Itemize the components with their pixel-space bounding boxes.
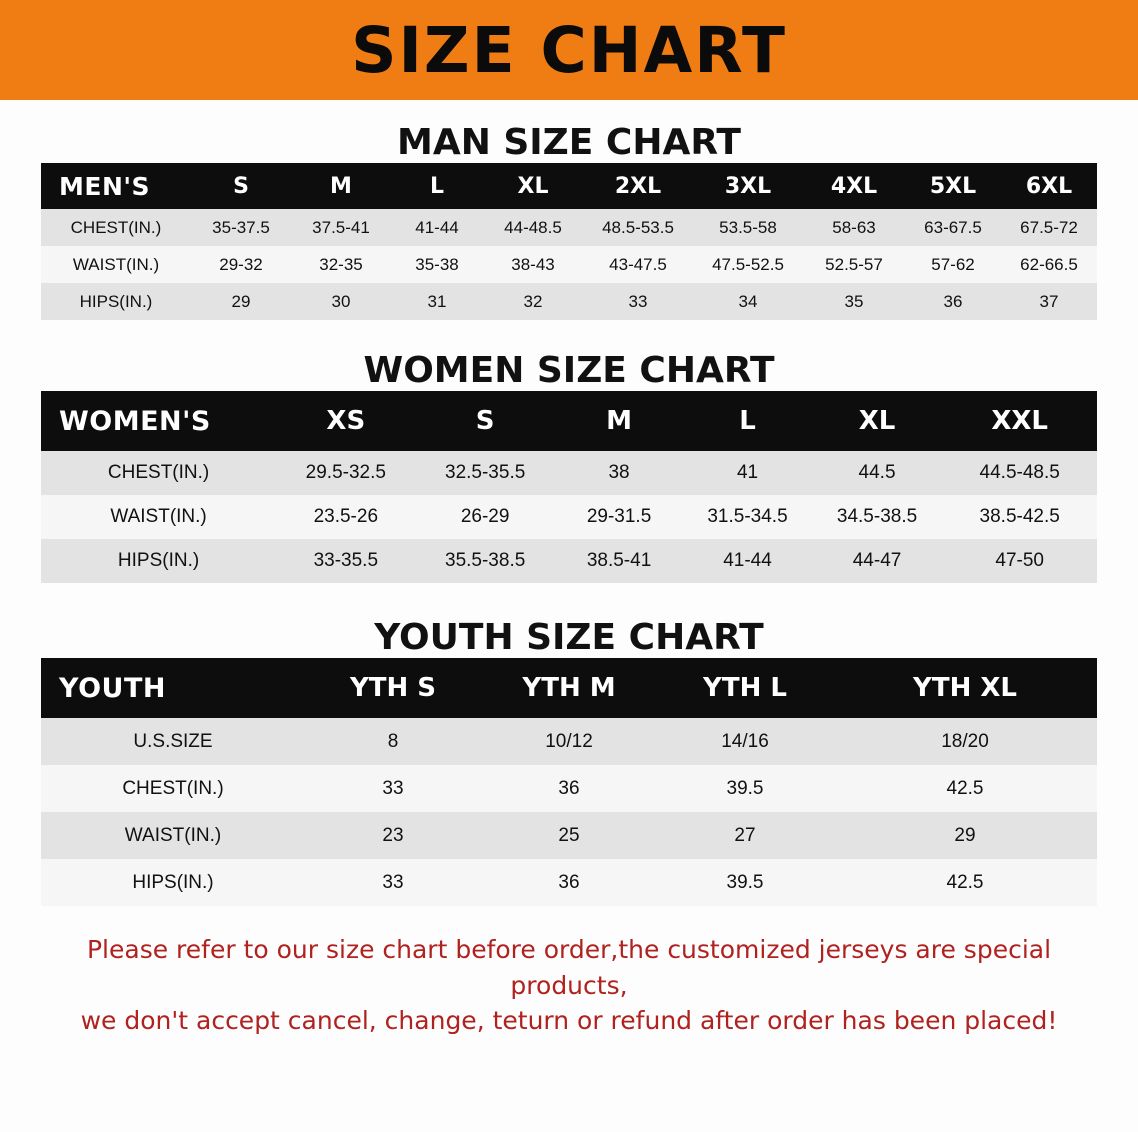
youth-ussize-m: 10/12	[481, 718, 657, 765]
youth-table-header-row	[41, 658, 1097, 718]
man-chest-3xl: 53.5-58	[693, 209, 803, 246]
women-chest-s: 32.5-35.5	[415, 451, 554, 495]
women-header-cell-4: L	[683, 391, 811, 451]
youth-ussize-xl: 18/20	[833, 718, 1097, 765]
youth-chest-s: 33	[305, 765, 481, 812]
man-waist-6xl: 62-66.5	[1001, 246, 1097, 283]
youth-ussize-l: 14/16	[657, 718, 833, 765]
women-waist-s: 26-29	[415, 495, 554, 539]
youth-chest-m: 36	[481, 765, 657, 812]
women-table-wrapper	[41, 391, 1097, 583]
man-header-cell-0: MEN'S	[41, 163, 191, 209]
man-waist-l: 35-38	[391, 246, 483, 283]
man-header-cell-8: 5XL	[905, 163, 1001, 209]
table-row	[41, 859, 1097, 906]
man-hips-4xl: 35	[803, 283, 905, 320]
women-size-table	[41, 391, 1097, 583]
policy-note-line-1: Please refer to our size chart before order,the customized jerseys are special products,	[86, 935, 1052, 1000]
man-hips-l: 31	[391, 283, 483, 320]
women-chest-l: 41	[683, 451, 811, 495]
man-hips-m: 30	[291, 283, 391, 320]
youth-waist-s: 23	[305, 812, 481, 859]
man-section-heading: MAN SIZE CHART	[397, 122, 741, 163]
man-waist-2xl: 43-47.5	[583, 246, 693, 283]
women-table-body	[41, 391, 1097, 583]
table-row	[41, 765, 1097, 812]
youth-table-wrapper	[41, 658, 1097, 906]
women-table-header-row	[41, 391, 1097, 451]
man-header-cell-1: S	[191, 163, 291, 209]
man-waist-xl: 38-43	[483, 246, 583, 283]
man-table-header-row	[41, 163, 1097, 209]
table-row	[41, 539, 1097, 583]
youth-header-cell-4: YTH XL	[833, 658, 1097, 718]
youth-section-heading: YOUTH SIZE CHART	[374, 617, 764, 658]
youth-waist-m: 25	[481, 812, 657, 859]
man-chest-s: 35-37.5	[191, 209, 291, 246]
women-header-cell-5: XL	[812, 391, 943, 451]
man-size-table	[41, 163, 1097, 320]
women-chest-xs: 29.5-32.5	[276, 451, 415, 495]
youth-header-cell-0: YOUTH	[41, 658, 305, 718]
man-header-cell-2: M	[291, 163, 391, 209]
table-row	[41, 812, 1097, 859]
man-waist-s: 29-32	[191, 246, 291, 283]
man-chest-xl: 44-48.5	[483, 209, 583, 246]
man-chest-6xl: 67.5-72	[1001, 209, 1097, 246]
man-chest-5xl: 63-67.5	[905, 209, 1001, 246]
man-header-cell-4: XL	[483, 163, 583, 209]
man-chest-l: 41-44	[391, 209, 483, 246]
women-hips-xs: 33-35.5	[276, 539, 415, 583]
table-row	[41, 209, 1097, 246]
man-hips-xl: 32	[483, 283, 583, 320]
policy-note-line-2: we don't accept cancel, change, teturn or refund after order has been placed!	[80, 1006, 1058, 1035]
women-waist-xxl: 38.5-42.5	[942, 495, 1097, 539]
youth-hips-l: 39.5	[657, 859, 833, 906]
table-row	[41, 495, 1097, 539]
youth-ussize-s: 8	[305, 718, 481, 765]
youth-row-label-ussize: U.S.SIZE	[41, 718, 305, 765]
youth-waist-l: 27	[657, 812, 833, 859]
man-waist-3xl: 47.5-52.5	[693, 246, 803, 283]
youth-chest-l: 39.5	[657, 765, 833, 812]
women-header-cell-2: S	[415, 391, 554, 451]
youth-row-label-hips: HIPS(IN.)	[41, 859, 305, 906]
youth-waist-xl: 29	[833, 812, 1097, 859]
man-header-cell-3: L	[391, 163, 483, 209]
man-hips-6xl: 37	[1001, 283, 1097, 320]
women-chest-m: 38	[555, 451, 683, 495]
women-chest-xl: 44.5	[812, 451, 943, 495]
women-hips-m: 38.5-41	[555, 539, 683, 583]
man-chest-4xl: 58-63	[803, 209, 905, 246]
youth-chest-xl: 42.5	[833, 765, 1097, 812]
women-hips-xxl: 47-50	[942, 539, 1097, 583]
youth-row-label-chest: CHEST(IN.)	[41, 765, 305, 812]
youth-header-cell-3: YTH L	[657, 658, 833, 718]
table-row	[41, 246, 1097, 283]
women-chest-xxl: 44.5-48.5	[942, 451, 1097, 495]
women-hips-xl: 44-47	[812, 539, 943, 583]
table-row	[41, 451, 1097, 495]
women-row-label-hips: HIPS(IN.)	[41, 539, 276, 583]
women-header-cell-6: XXL	[942, 391, 1097, 451]
women-waist-xl: 34.5-38.5	[812, 495, 943, 539]
man-row-label-hips: HIPS(IN.)	[41, 283, 191, 320]
women-hips-s: 35.5-38.5	[415, 539, 554, 583]
women-header-cell-0: WOMEN'S	[41, 391, 276, 451]
man-hips-3xl: 34	[693, 283, 803, 320]
man-waist-4xl: 52.5-57	[803, 246, 905, 283]
man-row-label-waist: WAIST(IN.)	[41, 246, 191, 283]
youth-hips-s: 33	[305, 859, 481, 906]
women-section-heading: WOMEN SIZE CHART	[363, 350, 775, 391]
table-row	[41, 718, 1097, 765]
youth-header-cell-2: YTH M	[481, 658, 657, 718]
man-table-body	[41, 163, 1097, 320]
man-waist-m: 32-35	[291, 246, 391, 283]
youth-row-label-waist: WAIST(IN.)	[41, 812, 305, 859]
table-row	[41, 283, 1097, 320]
youth-table-body	[41, 658, 1097, 906]
page-title: SIZE CHART	[351, 13, 787, 87]
women-waist-l: 31.5-34.5	[683, 495, 811, 539]
man-header-cell-9: 6XL	[1001, 163, 1097, 209]
man-table-wrapper	[41, 163, 1097, 320]
man-hips-2xl: 33	[583, 283, 693, 320]
women-header-cell-3: M	[555, 391, 683, 451]
man-chest-m: 37.5-41	[291, 209, 391, 246]
man-header-cell-7: 4XL	[803, 163, 905, 209]
women-row-label-chest: CHEST(IN.)	[41, 451, 276, 495]
youth-header-cell-1: YTH S	[305, 658, 481, 718]
women-hips-l: 41-44	[683, 539, 811, 583]
policy-note	[69, 932, 1069, 1039]
man-hips-s: 29	[191, 283, 291, 320]
women-waist-xs: 23.5-26	[276, 495, 415, 539]
man-hips-5xl: 36	[905, 283, 1001, 320]
man-chest-2xl: 48.5-53.5	[583, 209, 693, 246]
women-header-cell-1: XS	[276, 391, 415, 451]
man-row-label-chest: CHEST(IN.)	[41, 209, 191, 246]
youth-hips-xl: 42.5	[833, 859, 1097, 906]
man-waist-5xl: 57-62	[905, 246, 1001, 283]
women-row-label-waist: WAIST(IN.)	[41, 495, 276, 539]
youth-size-table	[41, 658, 1097, 906]
women-waist-m: 29-31.5	[555, 495, 683, 539]
man-header-cell-5: 2XL	[583, 163, 693, 209]
youth-hips-m: 36	[481, 859, 657, 906]
header-banner	[0, 0, 1138, 100]
man-header-cell-6: 3XL	[693, 163, 803, 209]
